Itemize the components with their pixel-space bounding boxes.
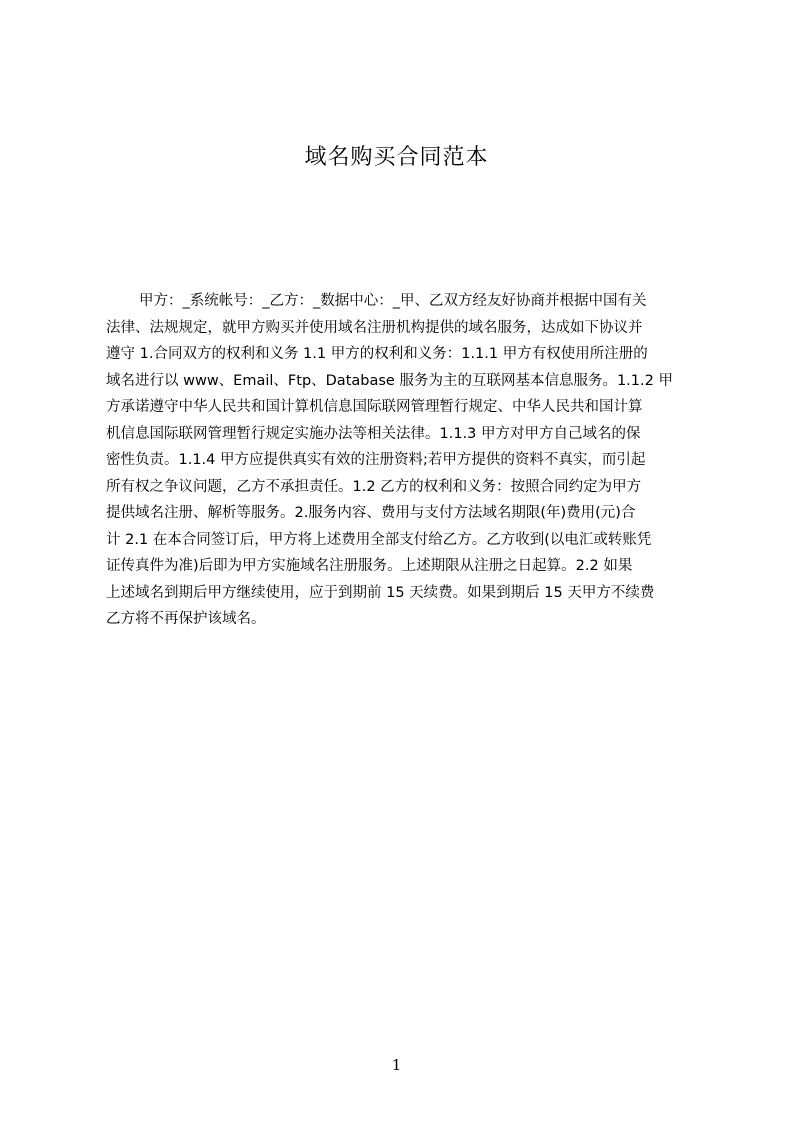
document-title: 域名购买合同范本 bbox=[304, 145, 489, 170]
body-line: 所有权之争议问题，乙方不承担责任。1.2 乙方的权利和义务：按照合同约定为甲方 bbox=[106, 478, 642, 495]
body-line: 法律、法规规定，就甲方购买并使用域名注册机构提供的域名服务，达成如下协议并 bbox=[106, 319, 643, 336]
body-line: 机信息国际联网管理暂行规定实施办法等相关法律。1.1.3 甲方对甲方自己域名的保 bbox=[106, 425, 641, 442]
body-line: 密性负责。1.1.4 甲方应提供真实有效的注册资料;若甲方提供的资料不真实，而引起 bbox=[106, 452, 646, 468]
body-line: 乙方将不再保护该域名。 bbox=[106, 611, 266, 627]
body-line: 计 2.1 在本合同签订后，甲方将上述费用全部支付给乙方。乙方收到(以电汇或转账凭 bbox=[106, 531, 652, 548]
body-line: 上述域名到期后甲方继续使用，应于到期前 15 天续费。如果到期后 15 天甲方不续费 bbox=[106, 584, 655, 601]
contract-body bbox=[106, 288, 699, 638]
body-line: 甲方：_系统帐号：_乙方：_数据中心：_甲、乙双方经友好协商并根据中国有关 bbox=[139, 293, 647, 309]
page-number: 1 bbox=[391, 1056, 402, 1074]
body-line: 证传真件为准)后即为甲方实施域名注册服务。上述期限从注册之日起算。2.2 如果 bbox=[106, 558, 633, 574]
body-line: 域名进行以 www、Email、Ftp、Database 服务为主的互联网基本信息服务。1.1.2 甲 bbox=[106, 372, 673, 389]
body-line: 方承诺遵守中华人民共和国计算机信息国际联网管理暂行规定、中华人民共和国计算 bbox=[106, 399, 643, 415]
body-line: 遵守 1.合同双方的权利和义务 1.1 甲方的权利和义务：1.1.1 甲方有权使用所注册的 bbox=[106, 346, 648, 362]
body-line: 提供域名注册、解析等服务。2.服务内容、费用与支付方法域名期限(年)费用(元)合 bbox=[106, 505, 636, 521]
